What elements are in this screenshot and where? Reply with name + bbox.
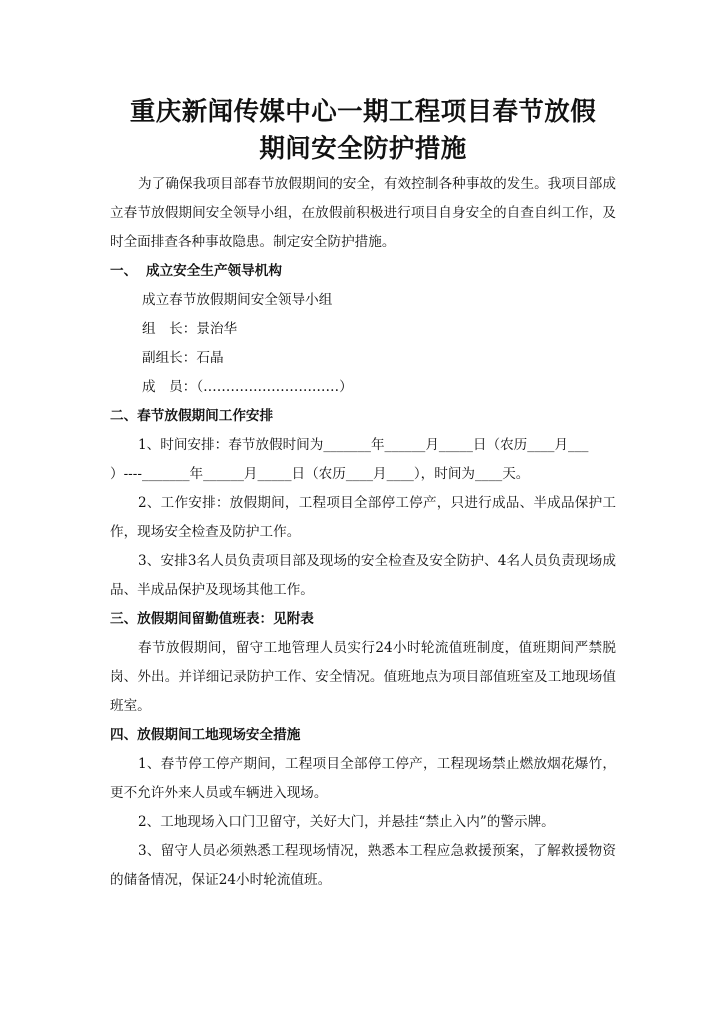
section-3-paragraph: 春节放假期间，留守工地管理人员实行24小时轮流值班制度，值班期间严禁脱岗、外出。并详细记录防护工作、安全情况。值班地点为项目部值班室及工地现场值班室。 <box>110 640 616 714</box>
section-4-paragraph: 2、工地现场入口门卫留守，关好大门，并悬挂“禁止入内”的警示牌。 <box>138 814 555 830</box>
section-2-time-line-2: ）----_______年______月_____日（农历____月____），时间为____天。 <box>110 466 530 482</box>
section-4-paragraph: 1、春节停工停产期间，工程项目全部停工停产，工程现场禁止燃放烟花爆竹，更不允许外来人员或车辆进入现场。 <box>110 756 616 801</box>
section-1-item: 组 长：景治华 <box>142 321 238 337</box>
title-line-2: 期间安全防护措施 <box>259 134 467 164</box>
section-4-paragraph: 3、留守人员必须熟悉工程现场情况，熟悉本工程应急救援预案，了解救援物资的储备情况，保证24小时轮流值班。 <box>110 843 616 888</box>
section-1-number: 一、 <box>110 263 138 279</box>
intro-paragraph: 为了确保我项目部春节放假期间的安全，有效控制各种事故的发生。我项目部成立春节放假期间安全领导小组，在放假前积极进行项目自身安全的自查自纠工作，及时全面排查各种事故隐患。制定安全防护措施。 <box>110 176 616 250</box>
section-2-paragraph: 2、工作安排：放假期间，工程项目全部停工停产，只进行成品、半成品保护工作，现场安全检查及防护工作。 <box>110 495 616 540</box>
section-1-item: 成立春节放假期间安全领导小组 <box>142 292 333 308</box>
section-1-item: 成 员：（…………………………） <box>142 379 353 395</box>
section-3-heading: 三、放假期间留勤值班表：见附表 <box>110 611 314 627</box>
section-1-title: 成立安全生产领导机构 <box>146 263 282 279</box>
section-1-item: 副组长：石晶 <box>142 350 224 366</box>
title-line-1: 重庆新闻传媒中心一期工程项目春节放假 <box>129 97 597 127</box>
section-2-heading: 二、春节放假期间工作安排 <box>110 408 274 424</box>
document-title <box>110 94 616 168</box>
section-1-heading <box>110 257 616 286</box>
section-4-heading: 四、放假期间工地现场安全措施 <box>110 727 301 743</box>
section-2-paragraph: 3、安排3名人员负责项目部及现场的安全检查及安全防护、4名人员负责现场成品、半成品保护及现场其他工作。 <box>110 553 616 598</box>
section-2-time-line-1: 1、时间安排：春节放假时间为_______年______月_____日（农历____月___ <box>138 437 589 453</box>
